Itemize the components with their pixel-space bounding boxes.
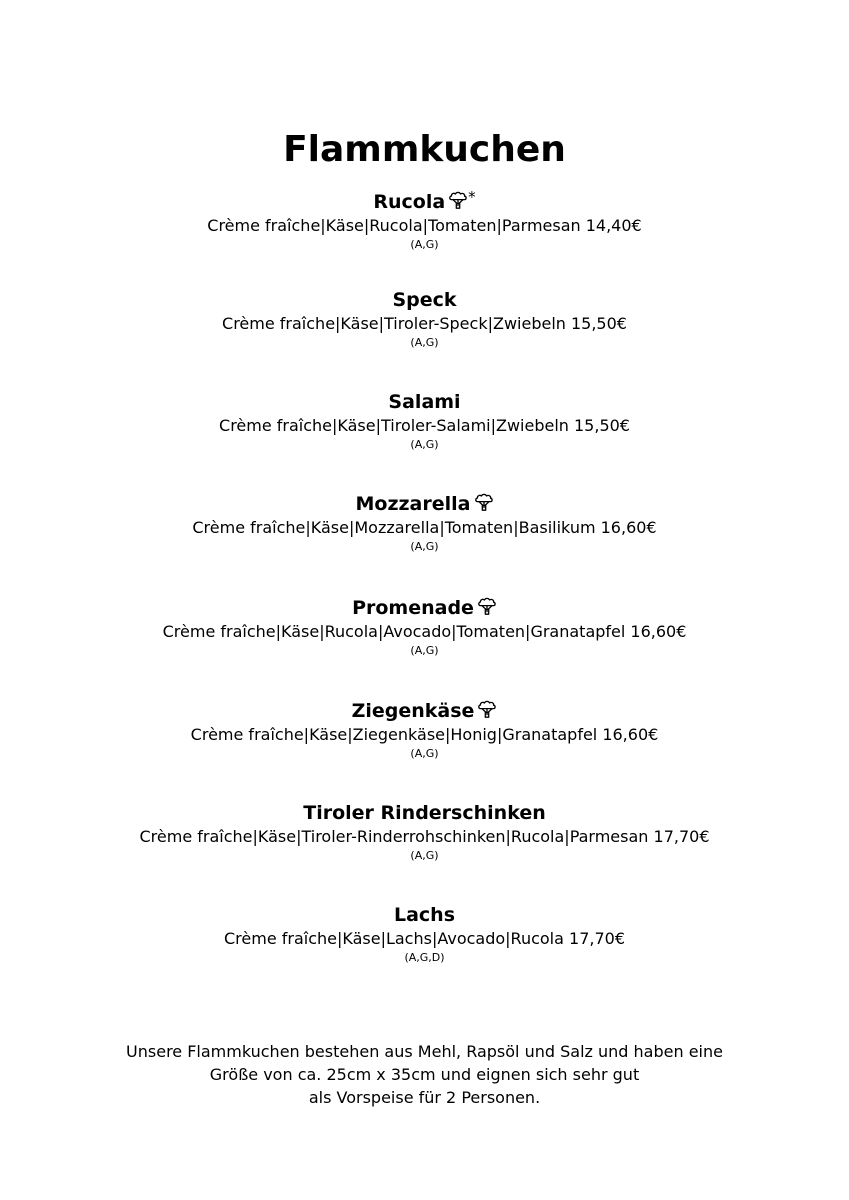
dish-description: Crème fraîche|Käse|Tiroler-Speck|Zwiebeln 15,50€ <box>222 314 627 333</box>
dish-allergens: (A,G) <box>410 849 439 862</box>
dish-name-row <box>0 184 849 215</box>
dish-description: Crème fraîche|Käse|Rucola|Avocado|Tomaten|Granatapfel 16,60€ <box>162 622 687 641</box>
menu-item-promenade <box>0 595 849 658</box>
dish-name: Tiroler Rinderschinken <box>303 802 546 824</box>
dish-description: Crème fraîche|Käse|Lachs|Avocado|Rucola 17,70€ <box>223 929 625 948</box>
footer-line: als Vorspeise für 2 Personen. <box>308 1088 541 1107</box>
broccoli-icon <box>477 699 497 719</box>
asterisk-marker: * <box>468 188 476 206</box>
menu-item-mozzarella <box>0 491 849 554</box>
dish-name: Lachs <box>393 904 456 926</box>
dish-name-row <box>0 595 849 621</box>
dish-name: Promenade <box>352 597 474 619</box>
menu-item-lachs <box>0 902 849 965</box>
menu-item-tiroler-rinderschinken <box>0 800 849 863</box>
dish-allergens: (A,G) <box>410 238 439 251</box>
broccoli-icon <box>448 190 468 210</box>
dish-allergens: (A,G) <box>410 540 439 553</box>
menu-item-speck <box>0 287 849 350</box>
dish-allergens: (A,G) <box>410 438 439 451</box>
dish-name-row <box>0 800 849 826</box>
dish-name: Mozzarella <box>355 493 471 515</box>
footer-line: Unsere Flammkuchen bestehen aus Mehl, Rapsöl und Salz und haben eine <box>126 1042 723 1061</box>
dish-allergens: (A,G) <box>410 336 439 349</box>
dish-allergens: (A,G,D) <box>404 951 445 964</box>
dish-name-row <box>0 389 849 415</box>
dish-description: Crème fraîche|Käse|Rucola|Tomaten|Parmesan 14,40€ <box>207 216 642 235</box>
page-title: Flammkuchen <box>283 129 566 171</box>
dish-allergens: (A,G) <box>410 747 439 760</box>
dish-description: Crème fraîche|Käse|Mozzarella|Tomaten|Basilikum 16,60€ <box>192 518 657 537</box>
dish-description: Crème fraîche|Käse|Tiroler-Rinderrohschinken|Rucola|Parmesan 17,70€ <box>139 827 710 846</box>
footer-note <box>0 1040 849 1109</box>
footer-line: Größe von ca. 25cm x 35cm und eignen sich sehr gut <box>209 1065 640 1084</box>
dish-description: Crème fraîche|Käse|Tiroler-Salami|Zwiebeln 15,50€ <box>219 416 630 435</box>
dish-name-row <box>0 287 849 313</box>
dish-name-row <box>0 902 849 928</box>
dish-name: Speck <box>392 289 457 311</box>
menu-item-rucola <box>0 184 849 252</box>
dish-name-row <box>0 491 849 517</box>
dish-name: Salami <box>388 391 461 413</box>
dish-name-row <box>0 698 849 724</box>
broccoli-icon <box>474 492 494 512</box>
menu-item-ziegenkaese <box>0 698 849 761</box>
dish-allergens: (A,G) <box>410 644 439 657</box>
dish-name: Rucola <box>373 191 446 213</box>
dish-description: Crème fraîche|Käse|Ziegenkäse|Honig|Granatapfel 16,60€ <box>190 725 659 744</box>
broccoli-icon <box>477 596 497 616</box>
menu-item-salami <box>0 389 849 452</box>
dish-name: Ziegenkäse <box>351 700 475 722</box>
